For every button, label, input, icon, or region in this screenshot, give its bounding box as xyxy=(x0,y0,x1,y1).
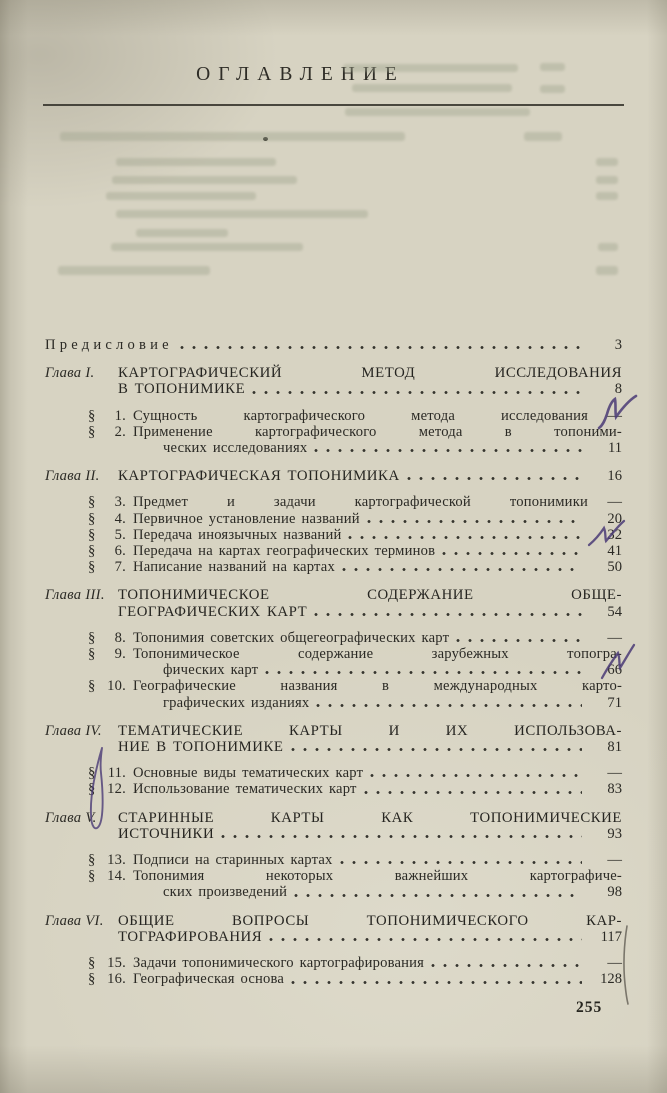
toc-line xyxy=(45,646,622,662)
bleed-through-line xyxy=(598,243,618,251)
entry-page-number: 3 xyxy=(614,337,622,353)
entry-page-number: 128 xyxy=(600,971,622,988)
toc-line xyxy=(45,543,622,559)
toc-line xyxy=(45,852,622,868)
toc-line xyxy=(45,971,622,987)
toc-line xyxy=(45,662,622,678)
toc-entry xyxy=(45,527,622,543)
entry-page-number: 83 xyxy=(607,781,622,798)
dot-leader xyxy=(367,519,582,524)
toc-line xyxy=(45,494,622,510)
title-divider-rule xyxy=(43,104,624,106)
section-number: 14. xyxy=(107,868,126,885)
toc-line xyxy=(45,424,622,440)
toc-entry xyxy=(45,971,622,987)
dot-leader xyxy=(370,773,582,778)
entry-page-number: 11 xyxy=(607,440,622,457)
section-number: 8. xyxy=(114,629,126,646)
toc-line xyxy=(45,630,622,646)
section-number: 11. xyxy=(107,765,126,782)
dot-leader xyxy=(340,860,582,865)
section-number: 12. xyxy=(107,781,126,798)
toc-line xyxy=(45,408,622,424)
entry-page-number: — xyxy=(607,852,622,869)
section-number: 2. xyxy=(114,423,126,440)
section-number: 5. xyxy=(114,526,126,543)
section-number: 9. xyxy=(114,646,126,663)
section-number: 15. xyxy=(107,955,126,972)
entry-page-number: 16 xyxy=(607,468,622,485)
entry-text: Написание названий на картах xyxy=(133,559,335,576)
entry-text: ГЕОГРАФИЧЕСКИХ КАРТ xyxy=(118,603,308,620)
toc-entry xyxy=(45,852,622,868)
toc-entry xyxy=(45,781,622,797)
dot-leader xyxy=(342,567,582,572)
toc-line xyxy=(45,365,622,381)
toc-line xyxy=(45,929,622,945)
bleed-through-line xyxy=(60,132,405,141)
section-number: 10. xyxy=(107,678,126,695)
section-number: 16. xyxy=(107,971,126,988)
entry-text: ТОПОНИМИЧЕСКОЕ СОДЕРЖАНИЕ ОБЩЕ- xyxy=(118,587,622,604)
section-number: 13. xyxy=(107,852,126,869)
bleed-through-line xyxy=(116,210,368,218)
bleed-through-line xyxy=(596,176,618,184)
dot-leader xyxy=(316,703,582,708)
entry-page-number: 41 xyxy=(607,543,622,560)
bleed-through-line xyxy=(524,132,562,141)
dot-leader xyxy=(252,390,582,395)
page-title: ОГЛАВЛЕНИЕ xyxy=(196,64,405,85)
toc-line xyxy=(45,381,622,397)
section-number: 6. xyxy=(114,543,126,560)
entry-text: Основные виды тематических карт xyxy=(133,765,364,782)
dot-leader xyxy=(314,448,582,453)
bleed-through-line xyxy=(596,158,618,166)
toc-line xyxy=(45,723,622,739)
entry-text: Предисловие xyxy=(45,337,173,353)
entry-text: НИЕ В ТОПОНИМИКЕ xyxy=(118,739,284,756)
toc-line xyxy=(45,604,622,620)
chapter-label: Глава II. xyxy=(45,468,100,485)
dot-leader xyxy=(348,535,582,540)
entry-page-number: 81 xyxy=(607,739,622,756)
toc-entry xyxy=(45,559,622,575)
toc-line xyxy=(45,559,622,575)
entry-page-number: — xyxy=(607,407,622,424)
entry-page-number: 117 xyxy=(600,928,622,945)
section-symbol: § xyxy=(88,510,96,527)
section-symbol: § xyxy=(88,765,96,782)
entry-text: В ТОПОНИМИКЕ xyxy=(118,381,246,398)
toc-line xyxy=(45,337,622,353)
chapter-label: Глава VI. xyxy=(45,912,104,929)
section-symbol: § xyxy=(88,971,96,988)
entry-text: Предмет и задачи картографической топонимики xyxy=(133,494,588,511)
section-symbol: § xyxy=(88,559,96,576)
section-symbol: § xyxy=(88,781,96,798)
toc-entry xyxy=(45,630,622,646)
entry-text: фических карт xyxy=(163,662,259,679)
toc-line xyxy=(45,678,622,694)
dot-leader xyxy=(291,747,582,752)
toc-chapter-entry xyxy=(45,587,622,619)
entry-text: Передача иноязычных названий xyxy=(133,526,342,543)
dot-leader xyxy=(269,937,582,942)
dot-leader xyxy=(180,345,582,350)
toc-line xyxy=(45,955,622,971)
chapter-label: Глава V. xyxy=(45,809,97,826)
toc-line xyxy=(45,913,622,929)
toc-chapter-entry xyxy=(45,723,622,755)
toc-line xyxy=(45,440,622,456)
bleed-through-line xyxy=(352,84,512,92)
entry-text: КАРТОГРАФИЧЕСКАЯ ТОПОНИМИКА xyxy=(118,468,400,485)
toc-line xyxy=(45,527,622,543)
bleed-through-line xyxy=(345,108,530,116)
chapter-label: Глава III. xyxy=(45,587,105,604)
entry-text: ческих исследованиях xyxy=(163,440,308,457)
bleed-through-line xyxy=(111,243,303,251)
chapter-label: Глава IV. xyxy=(45,722,102,739)
entry-text: Топонимия некоторых важнейших картографиче- xyxy=(133,868,622,885)
dot-leader xyxy=(294,893,582,898)
toc-entry xyxy=(45,765,622,781)
section-symbol: § xyxy=(88,494,96,511)
chapter-label: Глава I. xyxy=(45,365,95,382)
pencil-margin-line xyxy=(624,926,628,1004)
toc-line xyxy=(45,781,622,797)
toc-line xyxy=(45,810,622,826)
section-symbol: § xyxy=(88,955,96,972)
dot-leader xyxy=(291,980,582,985)
toc-line xyxy=(45,868,622,884)
entry-text: графических изданиях xyxy=(163,694,310,711)
entry-page-number: 98 xyxy=(607,884,622,901)
dot-leader xyxy=(221,834,582,839)
entry-text: Топонимия советских общегеографических карт xyxy=(133,629,450,646)
table-of-contents xyxy=(45,337,622,988)
section-number: 4. xyxy=(114,510,126,527)
toc-line xyxy=(45,587,622,603)
section-symbol: § xyxy=(88,543,96,560)
entry-text: Географические названия в международных карто- xyxy=(133,678,622,695)
bleed-through-line xyxy=(116,158,276,166)
entry-page-number: 66 xyxy=(607,662,622,679)
entry-text: ТОГРАФИРОВАНИЯ xyxy=(118,928,263,945)
entry-text: Сущность картографического метода исследования xyxy=(133,407,588,424)
entry-text: ских произведений xyxy=(163,884,288,901)
section-number: 3. xyxy=(114,494,126,511)
toc-line xyxy=(45,511,622,527)
entry-page-number: — xyxy=(607,629,622,646)
section-symbol: § xyxy=(88,423,96,440)
toc-entry xyxy=(45,337,622,353)
toc-entry xyxy=(45,408,622,424)
section-symbol: § xyxy=(88,852,96,869)
toc-entry xyxy=(45,543,622,559)
entry-page-number: — xyxy=(607,955,622,972)
toc-line xyxy=(45,468,622,484)
toc-entry xyxy=(45,424,622,456)
section-symbol: § xyxy=(88,868,96,885)
toc-line xyxy=(45,884,622,900)
toc-entry xyxy=(45,494,622,510)
bleed-through-line xyxy=(343,64,518,72)
section-symbol: § xyxy=(88,407,96,424)
entry-text: Задачи топонимического картографирования xyxy=(133,955,425,972)
entry-text: ОБЩИЕ ВОПРОСЫ ТОПОНИМИЧЕСКОГО КАР- xyxy=(118,912,622,929)
entry-text: Применение картографического метода в топоними- xyxy=(133,423,622,440)
dot-leader xyxy=(265,670,582,675)
entry-page-number: 32 xyxy=(607,526,622,543)
section-number: 7. xyxy=(114,559,126,576)
section-symbol: § xyxy=(88,526,96,543)
bleed-through-line xyxy=(136,229,228,237)
toc-entry xyxy=(45,678,622,710)
entry-text: ИСТОЧНИКИ xyxy=(118,825,215,842)
toc-entry xyxy=(45,868,622,900)
bleed-through-line xyxy=(540,85,565,93)
entry-page-number: 8 xyxy=(614,381,622,398)
dot-leader xyxy=(431,963,582,968)
section-number: 1. xyxy=(114,407,126,424)
entry-text: Использование тематических карт xyxy=(133,781,357,798)
entry-page-number: 50 xyxy=(607,559,622,576)
dot-leader xyxy=(407,476,582,481)
bleed-through-line xyxy=(106,192,256,200)
section-symbol: § xyxy=(88,646,96,663)
dot-leader xyxy=(364,790,582,795)
section-symbol: § xyxy=(88,678,96,695)
toc-line xyxy=(45,739,622,755)
entry-page-number: 54 xyxy=(607,603,622,620)
entry-page-number: — xyxy=(607,765,622,782)
entry-page-number: 71 xyxy=(607,694,622,711)
entry-text: СТАРИННЫЕ КАРТЫ КАК ТОПОНИМИЧЕСКИЕ xyxy=(118,809,622,826)
entry-page-number: 93 xyxy=(607,825,622,842)
toc-line xyxy=(45,695,622,711)
dot-leader xyxy=(442,551,582,556)
entry-text: Топонимическое содержание зарубежных топогра- xyxy=(133,646,622,663)
entry-text: Первичное установление названий xyxy=(133,510,360,527)
toc-entry xyxy=(45,646,622,678)
bleed-through-line xyxy=(596,192,618,200)
toc-chapter-entry xyxy=(45,913,622,945)
entry-text: Подписи на старинных картах xyxy=(133,852,333,869)
folio-page-number: 255 xyxy=(576,999,603,1016)
bleed-through-line xyxy=(112,176,297,184)
bleed-through-line xyxy=(540,63,565,71)
toc-entry xyxy=(45,511,622,527)
toc-line xyxy=(45,765,622,781)
dot-leader xyxy=(456,638,582,643)
entry-page-number: 20 xyxy=(607,510,622,527)
dot-leader xyxy=(314,612,582,617)
toc-chapter-entry xyxy=(45,810,622,842)
bleed-through-line xyxy=(58,266,210,275)
toc-entry xyxy=(45,955,622,971)
toc-line xyxy=(45,826,622,842)
entry-text: КАРТОГРАФИЧЕСКИЙ МЕТОД ИССЛЕДОВАНИЯ xyxy=(118,365,622,382)
entry-text: ТЕМАТИЧЕСКИЕ КАРТЫ И ИХ ИСПОЛЬЗОВА- xyxy=(118,722,622,739)
entry-text: Географическая основа xyxy=(133,971,285,988)
toc-chapter-entry xyxy=(45,365,622,397)
toc-chapter-entry xyxy=(45,468,622,484)
entry-page-number: — xyxy=(607,494,622,511)
entry-text: Передача на картах географических терминов xyxy=(133,543,436,560)
section-symbol: § xyxy=(88,629,96,646)
bleed-through-line xyxy=(596,266,618,275)
